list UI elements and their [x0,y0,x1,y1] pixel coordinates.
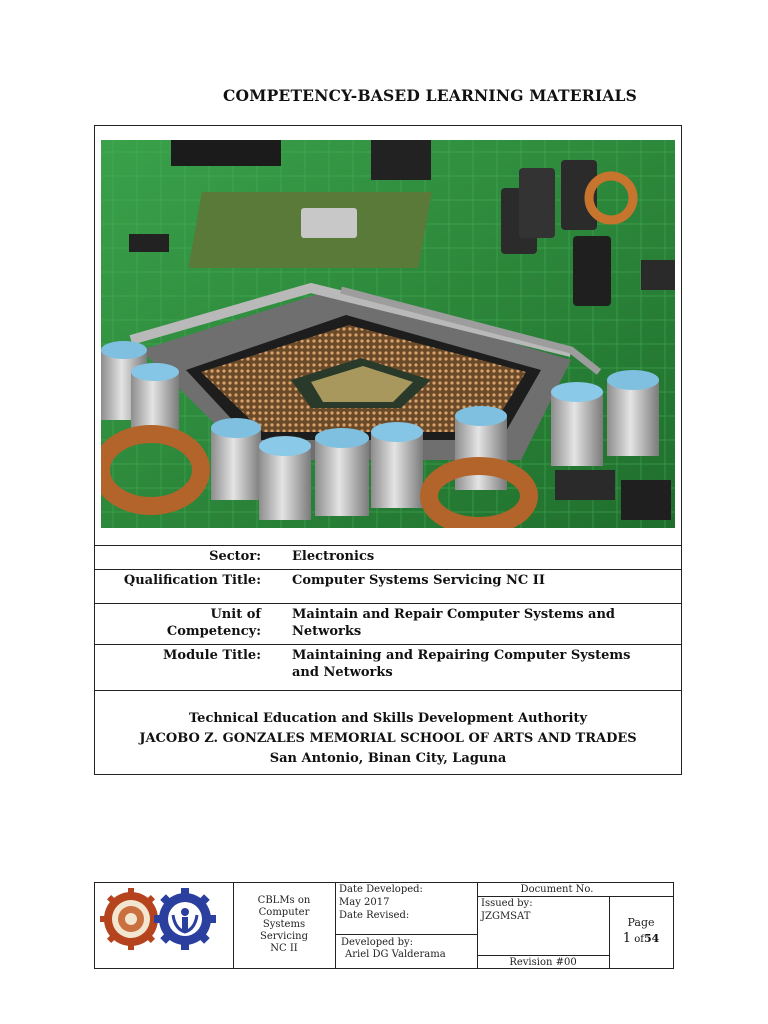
issued-by-label: Issued by: [481,898,533,909]
unit-value-line2: Networks [292,624,362,639]
module-value-line2: and Networks [292,665,393,680]
footer-divider-2 [335,883,336,968]
sector-row [95,545,681,570]
logos-cell [95,883,233,968]
date-revised-label: Date Revised: [339,910,410,921]
logos [95,883,233,968]
page-of: of [634,934,644,945]
document-no-label: Document No. [520,884,594,895]
cblm-line4: Servicing [259,931,309,942]
tesda-gear-icon [154,888,216,950]
qualification-label: Qualification Title: [123,573,261,588]
cblm-label [234,895,334,955]
footer-hline-docno [477,896,673,897]
developed-by-label: Developed by: [341,937,414,948]
unit-label-line2: Competency: [166,624,261,639]
document-title: COMPETENCY-BASED LEARNING MATERIALS [222,86,637,105]
module-label: Module Title: [163,648,261,663]
unit-value-line1: Maintain and Repair Computer Systems and [292,607,616,622]
page-label: Page [627,916,655,929]
date-developed-value: May 2017 [339,897,390,908]
motherboard-cpu-socket-photo [101,140,675,528]
org-name: Technical Education and Skills Development Authority [188,711,588,726]
cblm-line5: NC II [270,943,298,954]
unit-of-competency-row [95,603,681,645]
qualification-value: Computer Systems Servicing NC II [292,573,545,588]
page-total: 54 [643,932,660,945]
school-seal-icon [100,888,162,950]
cblm-line1: CBLMs on [257,895,311,906]
module-title-row [95,644,681,691]
page-current: 1 [622,931,632,946]
page-counter [609,931,673,946]
school-address: San Antonio, Binan City, Laguna [269,751,507,766]
school-name: JACOBO Z. GONZALES MEMORIAL SCHOOL OF ARTS AND TRADES [139,731,637,746]
sector-value: Electronics [292,549,375,564]
qualification-row [95,569,681,604]
cblm-line3: Systems [262,919,306,930]
cover-box [94,125,682,775]
footer-hline-revision [477,955,609,956]
developed-by-value: Ariel DG Valderama [345,949,446,960]
organization-block [95,690,681,775]
motherboard-illustration [101,140,675,528]
revision-number: Revision #00 [509,957,577,968]
issued-by-value: JZGMSAT [481,911,531,922]
date-developed-label: Date Developed: [339,884,423,895]
module-value-line1: Maintaining and Repairing Computer Systems [292,648,631,663]
sector-label: Sector: [209,549,261,564]
unit-label-line1: Unit of [210,607,261,622]
document-footer [94,882,674,969]
cblm-line2: Computer [258,907,310,918]
footer-hline-dev [335,934,477,935]
